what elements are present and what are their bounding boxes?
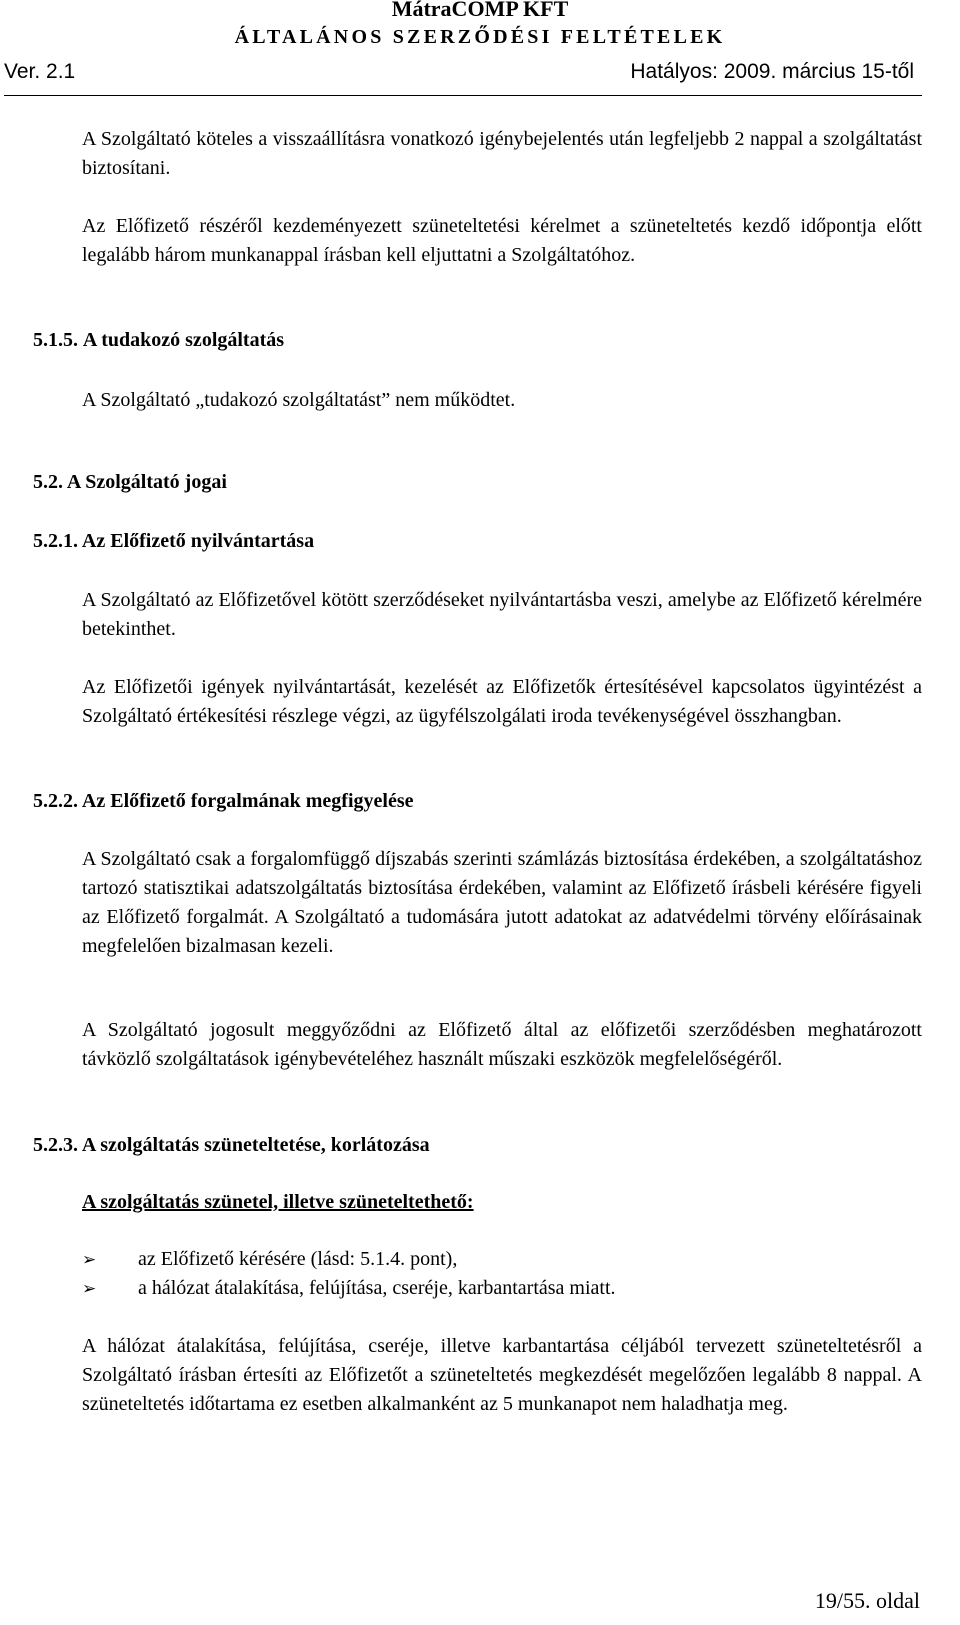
list-item: [82, 1248, 457, 1271]
effective-date: Hatályos: 2009. március 15-től: [630, 60, 914, 83]
section-number: 5.2.2.: [33, 790, 78, 812]
section-title: A tudakozó szolgáltatás: [82, 329, 285, 351]
section-heading-5-2-2: [33, 790, 413, 813]
list-item-text: a hálózat átalakítása, felújítása, cseréje, karbantartása miatt.: [138, 1277, 616, 1299]
list-item-text: az Előfizető kérésére (lásd: 5.1.4. pont),: [138, 1248, 458, 1270]
paragraph-suspension-request: Az Előfizető részéről kezdeményezett szüneteltetési kérelmet a szüneteltetés kezdő időpontja előtt legalább három munkanappal írásban kell eljuttatni a Szolgáltatóhoz.: [82, 215, 922, 266]
arrow-bullet-icon: ➢: [82, 1279, 97, 1299]
company-name: MátraCOMP KFT: [391, 0, 569, 21]
section-number: 5.2.3.: [33, 1134, 78, 1156]
section-heading-5-1-5: [33, 329, 284, 352]
section-heading-5-2-1: [33, 530, 314, 553]
section-number: 5.2.1.: [33, 530, 78, 552]
arrow-bullet-icon: ➢: [82, 1250, 97, 1270]
paragraph-request-handling: Az Előfizetői igények nyilvántartását, kezelését az Előfizetők értesítésével kapcsolatos ügyintézést a Szolgáltató értékesítési részlege végzi, az ügyfélszolgálati iroda tevékenységével összhangban.: [82, 676, 922, 727]
header-divider: [4, 95, 922, 96]
paragraph-directory-service: A Szolgáltató „tudakozó szolgáltatást” nem működtet.: [82, 389, 516, 411]
section-heading-5-2: [33, 471, 227, 494]
section-title: Az Előfizető forgalmának megfigyelése: [81, 790, 414, 812]
page-number: 19/55. oldal: [814, 1588, 920, 1613]
section-number: 5.1.5.: [33, 329, 78, 351]
version-label: Ver. 2.1: [4, 60, 76, 83]
paragraph-traffic-monitoring: A Szolgáltató csak a forgalomfüggő díjszabás szerinti számlázás biztosítása érdekében, a szolgáltatáshoz tartozó statisztikai adatszolgáltatás biztosítása érdekében, valamint az Előfizető írásbeli kérésére figyeli az Előfizető forgalmát. A Szolgáltató a tudomására jutott adatokat az adatvédelmi törvény előírásainak megfelelően bizalmasan kezeli.: [82, 848, 922, 957]
paragraph-equipment-check: A Szolgáltató jogosult meggyőződni az Előfizető által az előfizetői szerződésben meghatározott távközlő szolgáltatások igénybevételéhez használt műszaki eszközök megfelelőségéről.: [82, 1019, 922, 1070]
paragraph-restoration: A Szolgáltató köteles a visszaállításra vonatkozó igénybejelentés után legfeljebb 2 nappal a szolgáltatást biztosítani.: [82, 128, 922, 179]
section-title: Az Előfizető nyilvántartása: [81, 530, 315, 552]
section-title: A Szolgáltató jogai: [66, 471, 227, 493]
document-title: ÁLTALÁNOS SZERZŐDÉSI FELTÉTELEK: [234, 26, 726, 48]
subheading-suspension-cases: A szolgáltatás szünetel, illetve szüneteltethető:: [82, 1191, 474, 1213]
section-heading-5-2-3: [33, 1134, 430, 1157]
list-item: [82, 1277, 616, 1300]
section-title: A szolgáltatás szüneteltetése, korlátozása: [81, 1134, 430, 1156]
paragraph-subscriber-records: A Szolgáltató az Előfizetővel kötött szerződéseket nyilvántartásba veszi, amelybe az Előfizető kérelmére betekinthet.: [82, 589, 922, 640]
paragraph-maintenance-notice: A hálózat átalakítása, felújítása, cseréje, illetve karbantartása céljából tervezett szüneteltetésről a Szolgáltató írásban értesíti az Előfizetőt a szüneteltetés megkezdését megelőzően legalább 8 nappal. A szüneteltetés időtartama ez esetben alkalmanként az 5 munkanapot nem haladhatja meg.: [82, 1335, 922, 1415]
section-number: 5.2.: [33, 471, 63, 493]
